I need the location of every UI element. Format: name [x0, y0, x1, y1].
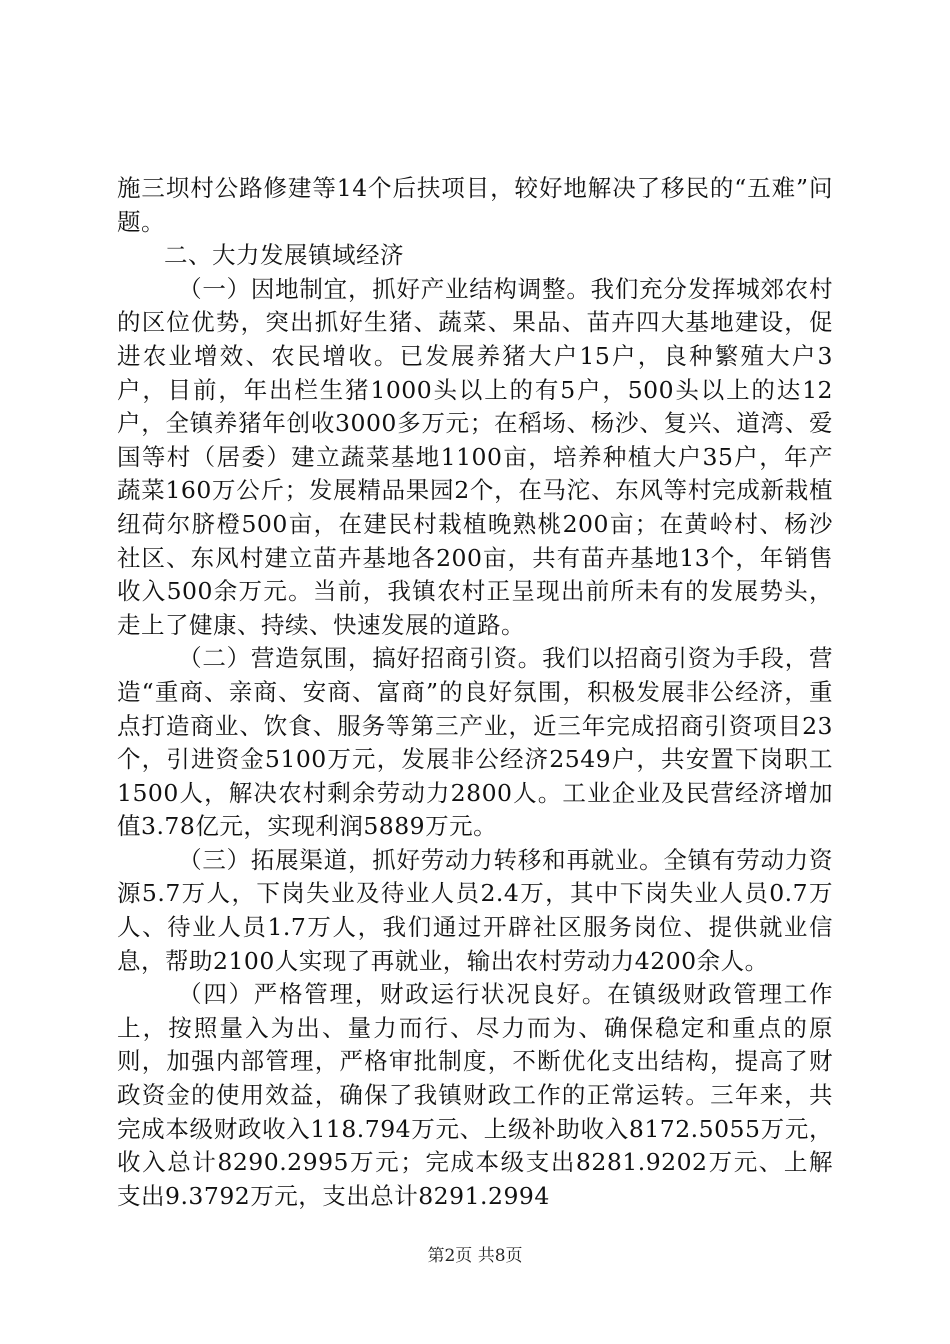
section-heading: 二、大力发展镇域经济: [164, 241, 404, 270]
paragraph-employment: （三）拓展渠道，抓好劳动力转移和再就业。全镇有劳动力资源5.7万人，下岗失业及待业人员2.4万，其中下岗失业人员0.7万人、待业人员1.7万人，我们通过开辟社区服务岗位、提供就业信息，帮助2100人实现了再就业，输出农村劳动力4200余人。: [117, 845, 833, 975]
paragraph-finance: （四）严格管理，财政运行状况良好。在镇级财政管理工作上，按照量入为出、量力而行、尽力而为、确保稳定和重点的原则，加强内部管理，严格审批制度，不断优化支出结构，提高了财政资金的使用效益，确保了我镇财政工作的正常运转。三年来，共完成本级财政收入118.794万元、上级补助收入8172.5055万元，收入总计8290.2995万元；完成本级支出8281.9202万元、上解支出9.3792万元，支出总计8291.2994: [117, 980, 833, 1210]
document-body: [117, 172, 833, 1213]
paragraph-industry: （一）因地制宜，抓好产业结构调整。我们充分发挥城郊农村的区位优势，突出抓好生猪、蔬菜、果品、苗卉四大基地建设，促进农业增效、农民增收。已发展养猪大户15户，良种繁殖大户3户，目前，年出栏生猪1000头以上的有5户，500头以上的达12户，全镇养猪年创收3000多万元；在稻场、杨沙、复兴、道湾、爱国等村（居委）建立蔬菜基地1100亩，培养种植大户35户，年产蔬菜160万公斤；发展精品果园2个，在马沱、东风等村完成新栽植纽荷尔脐橙500亩，在建民村栽植晚熟桃200亩；在黄岭村、杨沙社区、东风村建立苗卉基地各200亩，共有苗卉基地13个，年销售收入500余万元。当前，我镇农村正呈现出前所未有的发展势头，走上了健康、持续、快速发展的道路。: [117, 274, 833, 639]
page-footer: 第2页 共8页: [427, 1246, 523, 1266]
paragraph-continuation: 施三坝村公路修建等14个后扶项目，较好地解决了移民的“五难”问题。: [117, 174, 833, 236]
paragraph-investment: （二）营造氛围，搞好招商引资。我们以招商引资为手段，营造“重商、亲商、安商、富商”的良好氛围，积极发展非公经济，重点打造商业、饮食、服务等第三产业，近三年完成招商引资项目23个，引进资金5100万元，发展非公经济2549户，共安置下岗职工1500人，解决农村剩余劳动力2800人。工业企业及民营经济增加值3.78亿元，实现利润5889万元。: [117, 644, 833, 841]
